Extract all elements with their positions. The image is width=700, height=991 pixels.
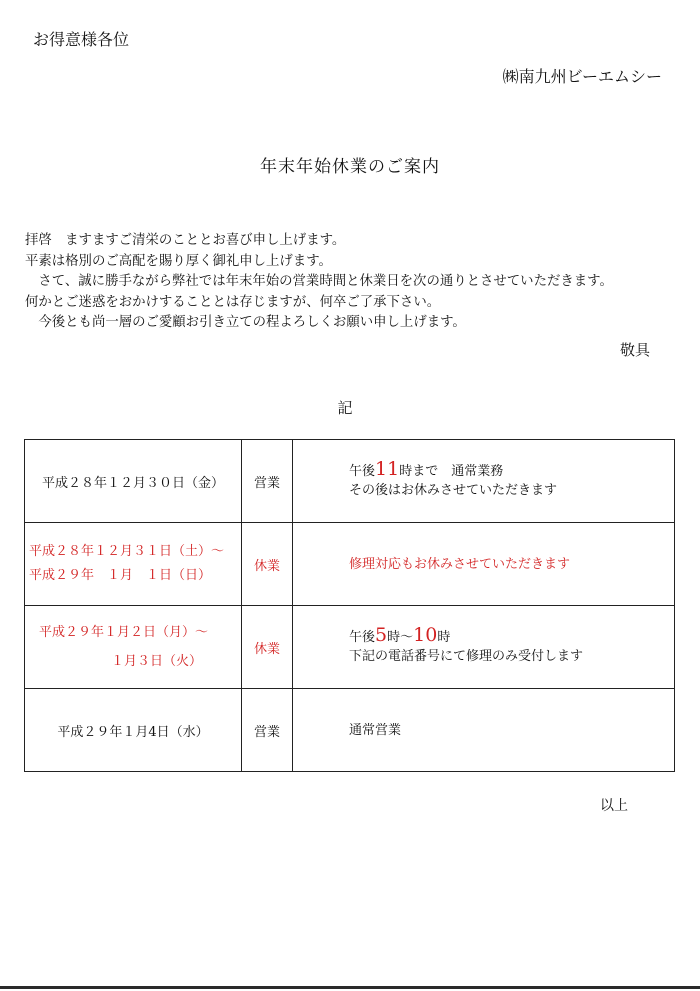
date-line: 平成２９年 １月 １日（日） <box>29 568 212 583</box>
status-text: 休業 <box>253 558 280 574</box>
detail-cell <box>293 523 675 606</box>
body-line: さて、誠に勝手ながら弊社では年末年始の営業時間と休業日を次の通りとさせていただきます。 <box>25 274 613 289</box>
body-line: 拝啓 ますますご清栄のこととお喜び申し上げます。 <box>25 233 346 248</box>
closing-keigu: 敬具 <box>619 341 650 359</box>
date-cell <box>25 606 242 689</box>
detail-cell <box>293 440 675 523</box>
detail-line: 修理対応もお休みさせていただきます <box>349 556 571 572</box>
table-row <box>25 689 675 772</box>
status-cell <box>242 523 293 606</box>
addressee: お得意様各位 <box>33 30 130 49</box>
table-row <box>25 440 675 523</box>
document-title: 年末年始休業のご案内 <box>260 157 440 177</box>
table-row <box>25 606 675 689</box>
status-text: 休業 <box>253 641 280 657</box>
detail-line <box>349 624 674 647</box>
schedule-table <box>24 439 675 772</box>
date-line: 平成２８年１２月３１日（土）～ <box>29 544 225 559</box>
date-cell <box>25 689 242 772</box>
detail-prefix: 午後 <box>349 630 376 645</box>
detail-end-hour: 10 <box>413 624 438 646</box>
letter-body <box>25 231 613 334</box>
table-row <box>25 523 675 606</box>
date-cell <box>25 523 242 606</box>
detail-cell <box>293 689 675 772</box>
date-text: 平成２８年１２月３０日（金） <box>41 475 224 491</box>
date-line: １月３日（火） <box>111 654 203 669</box>
body-line: 何かとご迷惑をおかけすることとは存じますが、何卒ご了承下さい。 <box>25 294 441 310</box>
detail-hour: 11 <box>375 458 400 480</box>
status-text: 営業 <box>253 724 280 740</box>
ki-heading: 記 <box>337 399 353 417</box>
status-cell <box>242 606 293 689</box>
date-text: 平成２９年１月4日（水） <box>57 724 209 740</box>
detail-prefix: 午後 <box>349 464 376 479</box>
body-line: 平素は格別のご高配を賜り厚く御礼申し上げます。 <box>25 253 332 269</box>
date-cell <box>25 440 242 523</box>
detail-mid: 時～ <box>387 630 414 645</box>
detail-line: 通常営業 <box>349 722 402 738</box>
date-line: 平成２９年１月２日（月）～ <box>39 625 209 640</box>
ijo-closing: 以上 <box>600 798 628 814</box>
body-line: 今後とも尚一層のご愛顧お引き立ての程よろしくお願い申し上げます。 <box>25 315 466 330</box>
detail-suffix: 時 <box>437 630 451 645</box>
status-text: 営業 <box>253 475 280 491</box>
status-cell <box>242 689 293 772</box>
detail-start-hour: 5 <box>375 624 388 646</box>
detail-line <box>349 458 674 481</box>
detail-suffix: 時まで 通常業務 <box>399 464 504 479</box>
company-name: ㈱南九州ビーエムシー <box>502 67 662 86</box>
status-cell <box>242 440 293 523</box>
detail-line: その後はお休みさせていただきます <box>349 483 558 498</box>
detail-line: 下記の電話番号にて修理のみ受付します <box>349 649 584 664</box>
bottom-border <box>0 986 700 989</box>
detail-cell <box>293 606 675 689</box>
